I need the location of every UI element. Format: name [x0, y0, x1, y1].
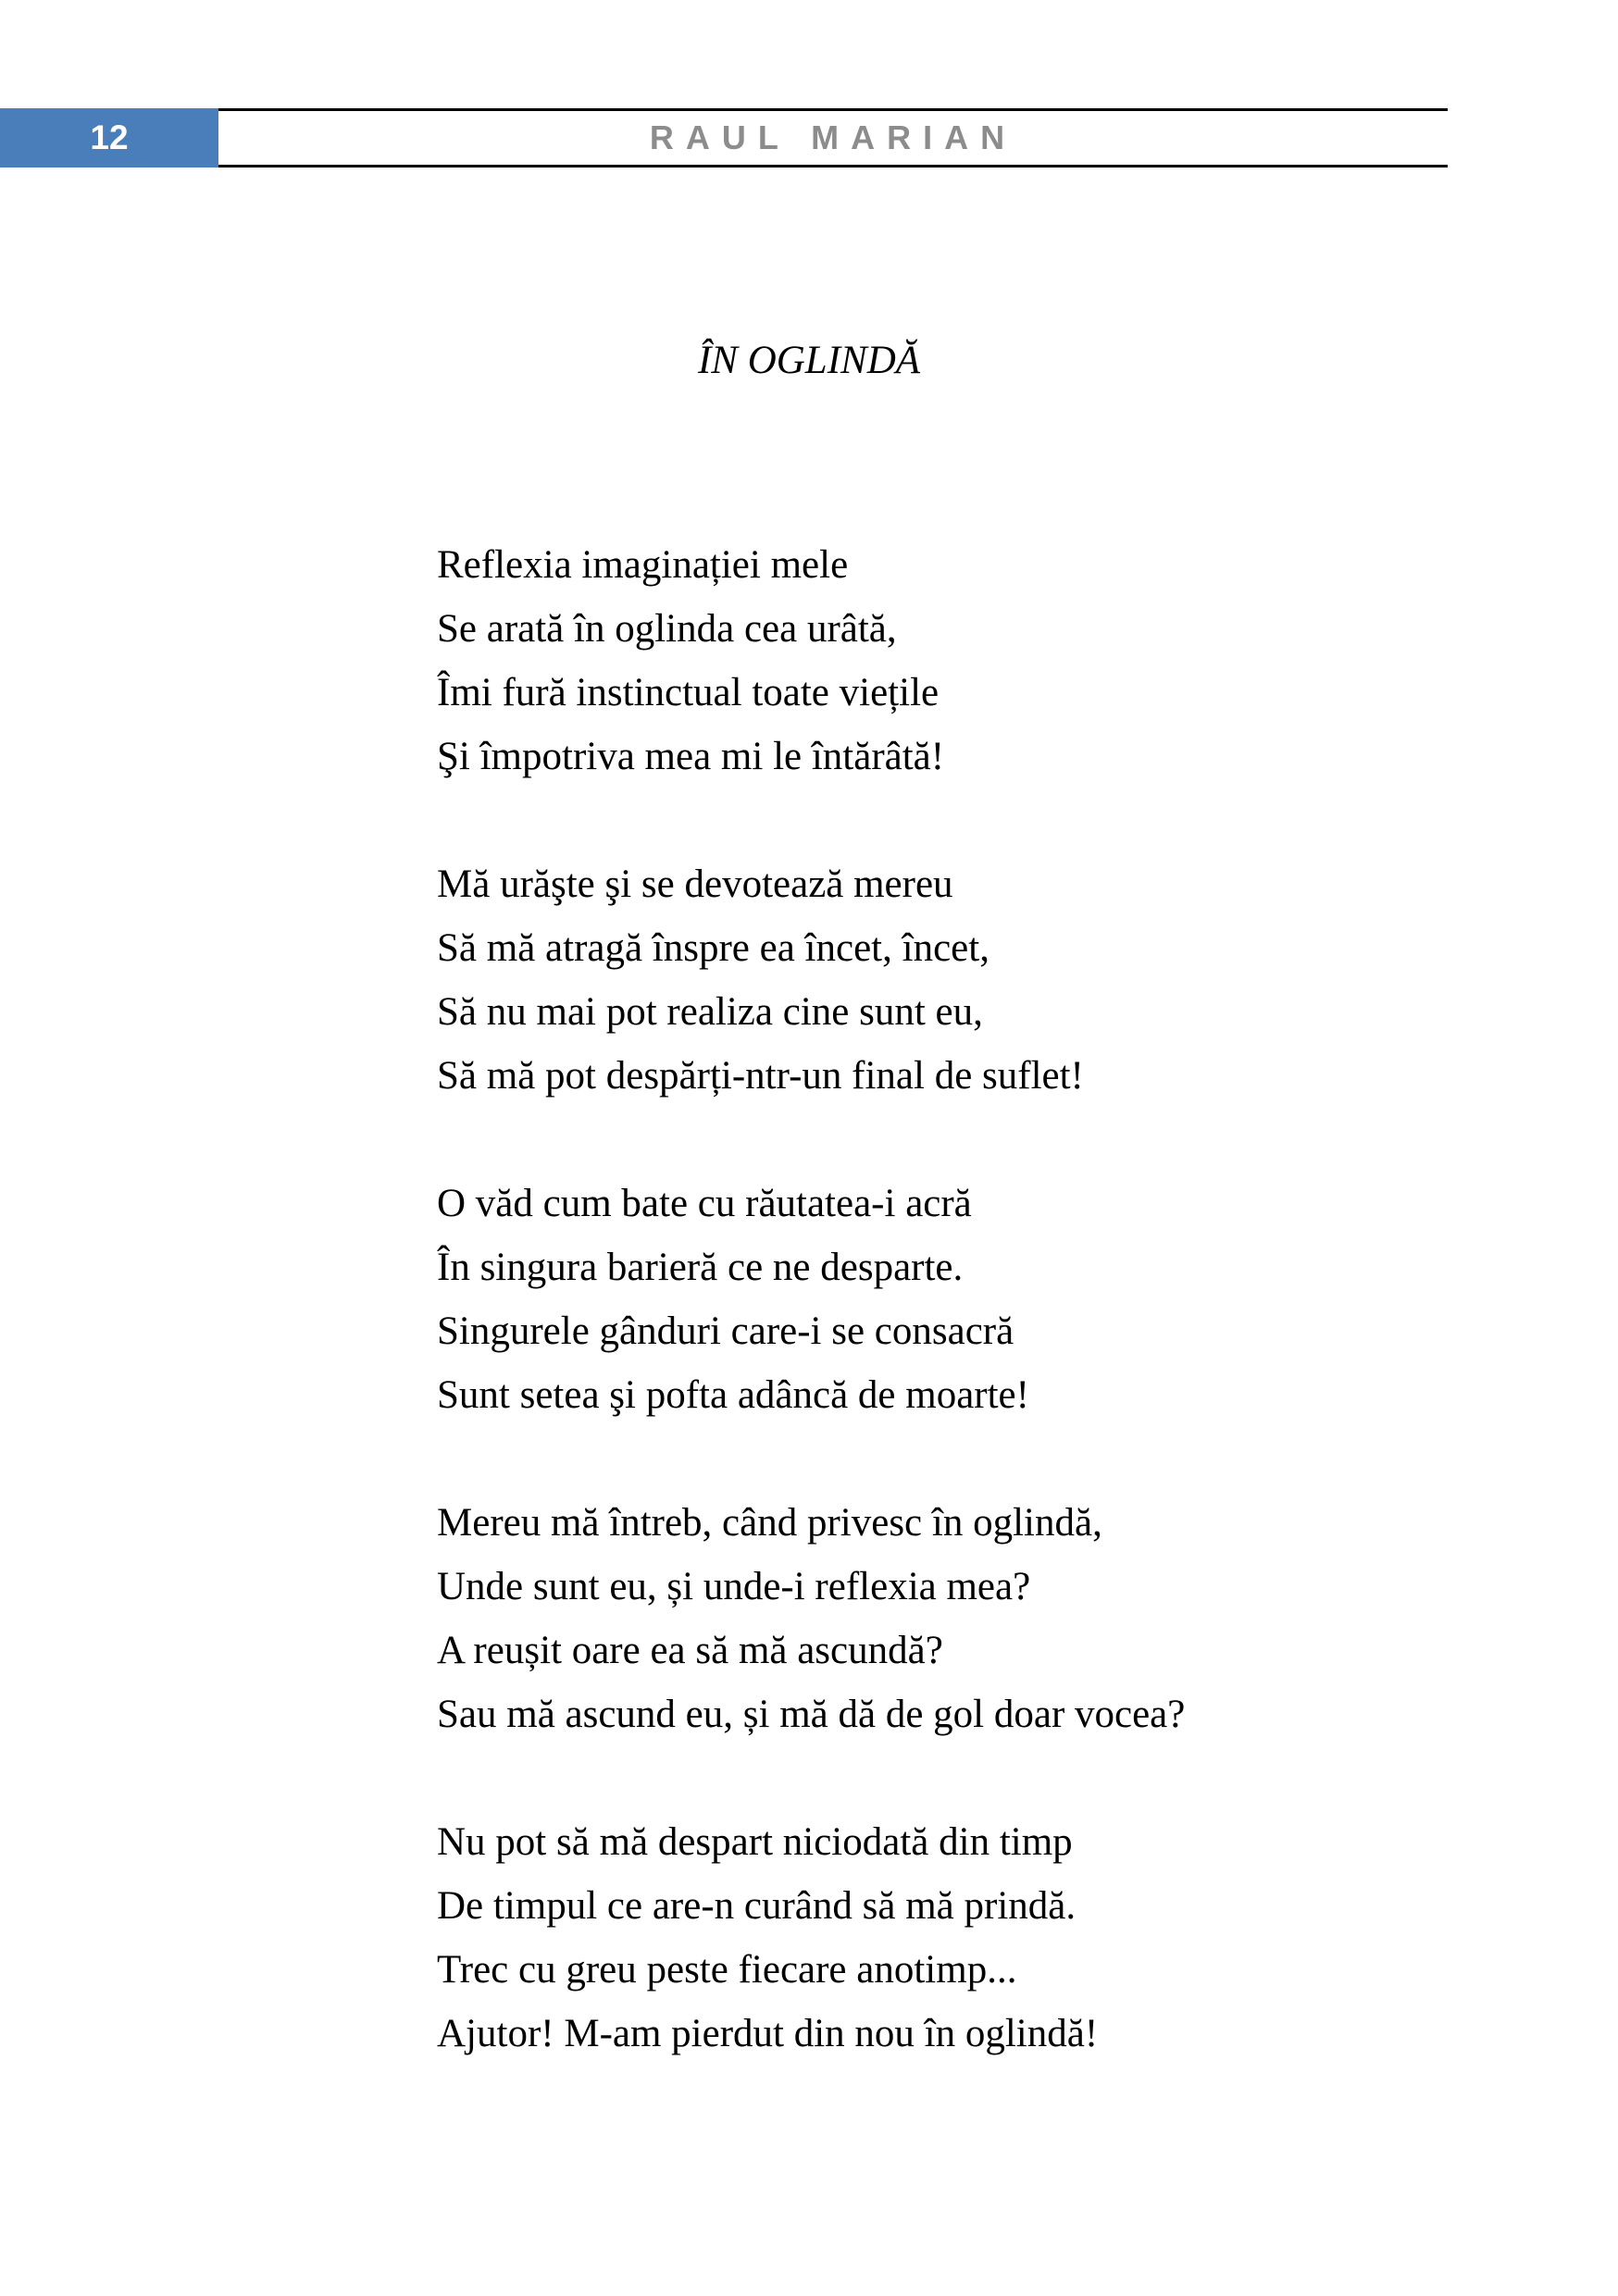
poem-line: Să mă atragă înspre ea încet, încet, — [437, 926, 989, 970]
poem-line: Sunt setea şi pofta adâncă de moarte! — [437, 1373, 1029, 1417]
poem-line: Unde sunt eu, și unde-i reflexia mea? — [437, 1565, 1031, 1608]
poem-line: Ajutor! M-am pierdut din nou în oglindă! — [437, 2012, 1099, 2055]
header-rule-bottom — [218, 165, 1448, 168]
stanza-4 — [437, 1491, 1501, 1746]
stanza-2 — [437, 852, 1501, 1108]
poem-line: De timpul ce are-n curând să mă prindă. — [437, 1884, 1077, 1928]
poem-title: ÎN OGLINDĂ — [697, 339, 921, 382]
poem-line: Mereu mă întreb, când privesc în oglindă, — [437, 1501, 1102, 1545]
poem-line: O văd cum bate cu răutatea-i acră — [437, 1182, 972, 1225]
poem-line: A reușit oare ea să mă ascundă? — [437, 1629, 943, 1672]
page-header — [0, 108, 1448, 168]
stanza-1 — [437, 533, 1501, 788]
poem-line: Să nu mai pot realiza cine sunt eu, — [437, 990, 983, 1034]
poem-line: În singura barieră ce ne desparte. — [437, 1246, 964, 1289]
poem-body — [437, 533, 1501, 2129]
page-number-badge — [0, 108, 218, 168]
stanza-5 — [437, 1810, 1501, 2066]
poem-line: Îmi fură instinctual toate viețile — [437, 671, 940, 714]
poem-line: Trec cu greu peste fiecare anotimp... — [437, 1948, 1017, 1992]
stanza-3 — [437, 1172, 1501, 1427]
page-number: 12 — [90, 118, 129, 156]
poem-line: Să mă pot despărți-ntr-un final de suflet! — [437, 1054, 1084, 1098]
poem-line: Se arată în oglinda cea urâtă, — [437, 607, 897, 651]
poem-line: Sau mă ascund eu, și mă dă de gol doar vocea? — [437, 1693, 1186, 1736]
running-header-author: RAUL MARIAN — [649, 118, 1017, 156]
poem-line: Singurele gânduri care-i se consacră — [437, 1309, 1014, 1353]
poem-line: Nu pot să mă despart niciodată din timp — [437, 1820, 1073, 1864]
poem-line: Reflexia imaginației mele — [437, 543, 849, 587]
poem-line: Şi împotriva mea mi le întărâtă! — [437, 735, 945, 778]
poem-line: Mă urăşte şi se devotează mereu — [437, 863, 953, 906]
